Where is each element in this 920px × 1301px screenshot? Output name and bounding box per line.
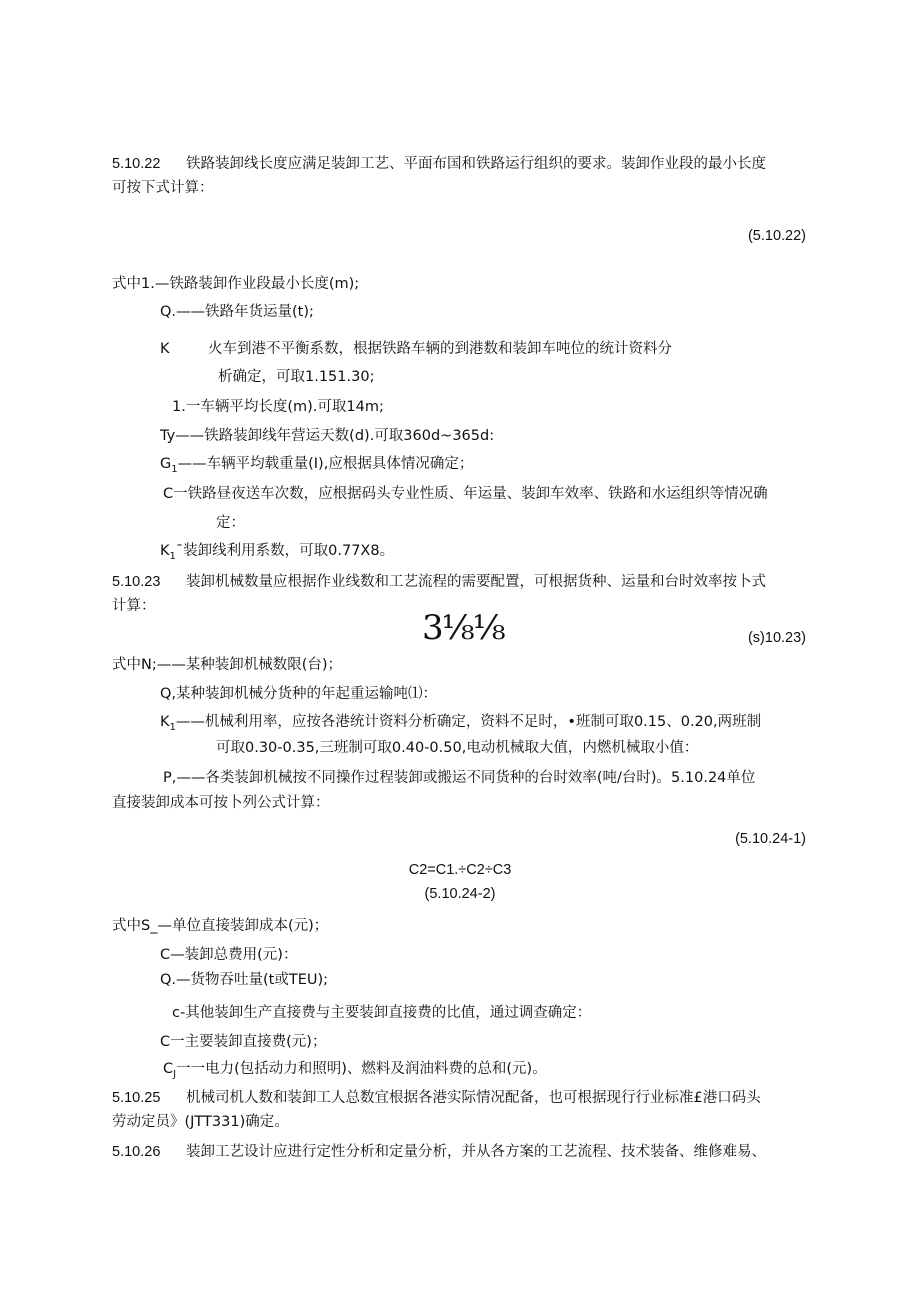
definition-line: 火车到港不平衡系数，根据铁路车辆的到港数和装卸车吨位的统计资料分 (208, 341, 672, 357)
equation-number: (s)10.23) (747, 630, 806, 646)
definition-line (163, 1059, 547, 1085)
definition-line: C一主要装卸直接费(元)； (160, 1034, 327, 1050)
section-number: 5.10.25 (112, 1090, 161, 1106)
definition-line: Q.——铁路年货运量(t); (160, 304, 314, 320)
definition-text: ——机械利用率，应按各港统计资料分析确定，资料不足时，•班制可取0.15、0.20,两班制 (175, 714, 762, 730)
equation-number: (5.10.22) (747, 228, 806, 244)
section-5-10-25 (112, 1086, 812, 1134)
definition-line: 式中N;——某种装卸机械数限(台)； (112, 657, 343, 673)
symbol-subscript: 1 (171, 463, 178, 475)
section-text-cont: 可按下式计算： (112, 180, 214, 196)
section-text: 铁路装卸线长度应满足装卸工艺、平面布国和铁路运行组织的要求。装卸作业段的最小长度 (186, 156, 766, 172)
section-text-cont: 计算： (112, 598, 156, 614)
definition-line: 式中S_—单位直接装卸成本(元)； (112, 918, 329, 934)
section-text: 装卸工艺设计应进行定性分析和定量分析，并从各方案的工艺流程、技术装备、维修难易、 (186, 1144, 766, 1160)
definition-line (160, 712, 761, 738)
definition-symbol: K (160, 341, 170, 357)
equation-number: (5.10.24-1) (735, 831, 806, 847)
definition-line: Q.—货物吞吐量(t或TEU); (160, 972, 329, 988)
definition-line: 析确定，可取1.151.30; (218, 369, 375, 385)
symbol-subscript: J (173, 1068, 177, 1080)
definition-line: Ty——铁路装卸线年营运天数(d).可取360d~365d: (160, 428, 495, 444)
definition-line: Q,某种装卸机械分货种的年起重运输吨⑴： (160, 686, 438, 702)
symbol: K (160, 714, 170, 730)
definition-line: P,——各类装卸机械按不同操作过程装卸或搬运不同货种的台时效率(吨/台时)。5.10.24单位 (163, 770, 756, 786)
definition-line (160, 541, 394, 567)
section-text-cont: 劳动定员》(JTT331)确定。 (112, 1114, 289, 1130)
definition-line: 1.一车辆平均长度(m).可取14m; (172, 399, 384, 415)
formula-5-10-24-2: C2=C1.÷C2÷C3 (408, 862, 512, 878)
definition-text: ¯装卸线利用系数，可取0.77X8。 (175, 543, 395, 559)
definition-text: 一一电力(包括动力和照明)、燃料及润油料费的总和(元)。 (176, 1061, 547, 1077)
definition-line: 可取0.30-0.35,三班制可取0.40-0.50,电动机械取大值，内燃机械取小值： (216, 740, 699, 756)
section-number: 5.10.22 (112, 156, 161, 172)
symbol: C (163, 1061, 174, 1077)
definition-line (160, 454, 473, 480)
equation-number: (5.10.24-2) (424, 886, 496, 902)
definition-line: 直接装卸成本可按卜列公式计算： (112, 795, 330, 811)
definition-line: 定： (216, 515, 245, 531)
definition-line: 式中1.—铁路装卸作业段最小长度(m); (112, 276, 360, 292)
section-text: 装卸机械数量应根据作业线数和工艺流程的需要配置，可根据货种、运量和台时效率按卜式 (186, 574, 766, 590)
formula-5-10-23: 3⅛⅛ (422, 608, 504, 648)
symbol: G (160, 456, 172, 472)
definition-text: ——车辆平均载重量(I),应根据具体情况确定； (177, 456, 474, 472)
section-number: 5.10.26 (112, 1144, 161, 1160)
section-5-10-26 (112, 1140, 812, 1164)
definition-line: C—装卸总费用(元)： (160, 947, 298, 963)
section-number: 5.10.23 (112, 574, 161, 590)
symbol: K (160, 543, 170, 559)
symbol-subscript: 1 (169, 721, 176, 733)
definition-line: c-其他装卸生产直接费与主要装卸直接费的比值，通过调查确定： (172, 1005, 592, 1021)
symbol-subscript: 1 (169, 550, 176, 562)
definition-line: C一铁路昼夜送车次数，应根据码头专业性质、年运量、装卸车效率、铁路和水运组织等情况确 (163, 486, 768, 502)
section-5-10-22 (112, 152, 812, 200)
section-text: 机械司机人数和装卸工人总数宜根据各港实际情况配备，也可根据现行行业标准£港口码头 (186, 1090, 761, 1106)
